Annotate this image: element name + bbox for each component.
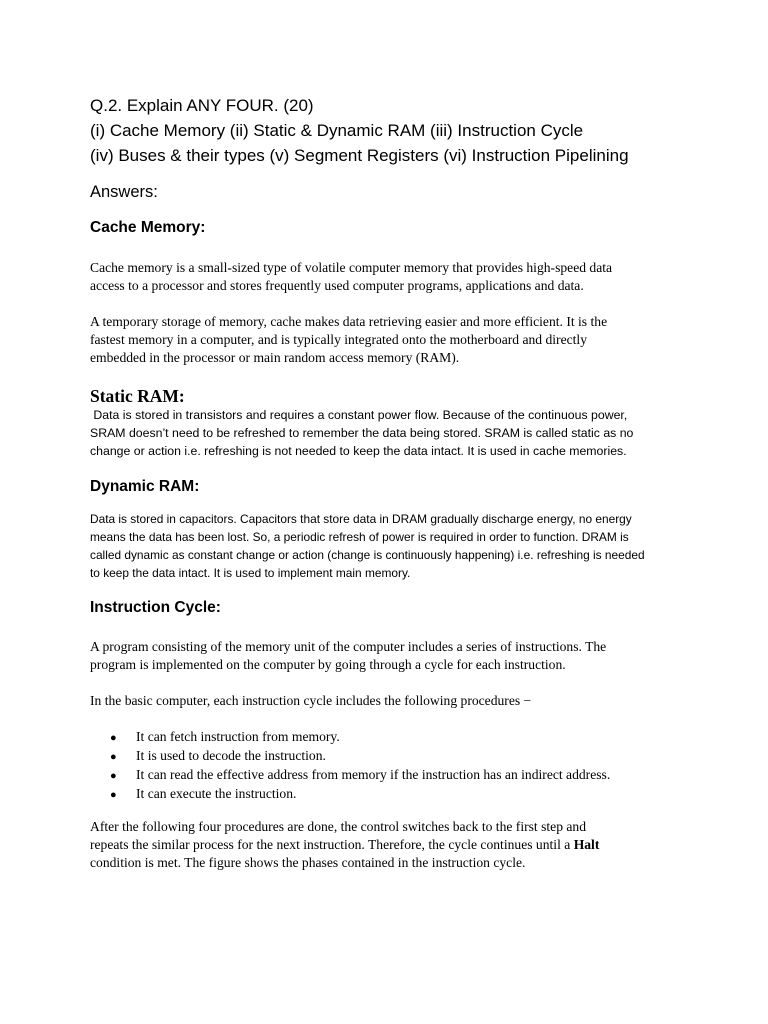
text-line: change or action i.e. refreshing is not needed to keep the data intact. It is used in cache memories. xyxy=(90,444,627,458)
list-item-text: It can execute the instruction. xyxy=(136,786,297,801)
text-line: condition is met. The figure shows the phases contained in the instruction cycle. xyxy=(90,855,526,870)
list-item xyxy=(110,728,610,747)
answers-label: Answers: xyxy=(90,183,158,201)
cache-memory-heading: Cache Memory: xyxy=(90,219,206,236)
text-line: A program consisting of the memory unit of the computer includes a series of instructions. The xyxy=(90,639,607,654)
instruction-cycle-paragraph-1 xyxy=(90,638,680,674)
halt-keyword: Halt xyxy=(573,837,600,852)
instruction-cycle-paragraph-3 xyxy=(90,818,680,872)
text-line: SRAM doesn’t need to be refreshed to remember the data being stored. SRAM is called static as no xyxy=(90,426,634,440)
text-line: program is implemented on the computer by going through a cycle for each instruction. xyxy=(90,657,566,672)
dynamic-ram-paragraph xyxy=(90,510,685,582)
text-line: fastest memory in a computer, and is typically integrated onto the motherboard and directly xyxy=(90,332,587,347)
text-line: embedded in the processor or main random access memory (RAM). xyxy=(90,350,460,365)
procedure-list xyxy=(110,728,610,804)
list-item xyxy=(110,785,610,804)
instruction-cycle-heading: Instruction Cycle: xyxy=(90,599,221,616)
text-line: access to a processor and stores frequently used computer programs, applications and data. xyxy=(90,278,584,293)
text-segment: repeats the similar process for the next instruction. Therefore, the cycle continues until a xyxy=(90,837,574,852)
text-line: After the following four procedures are done, the control switches back to the first step and xyxy=(90,819,587,834)
instruction-cycle-paragraph-2 xyxy=(90,692,680,710)
list-item-text: It is used to decode the instruction. xyxy=(136,748,326,763)
bullet-icon: ● xyxy=(110,732,117,744)
bullet-icon: ● xyxy=(110,751,117,763)
text-line: In the basic computer, each instruction cycle includes the following procedures − xyxy=(90,693,532,708)
text-line: means the data has been lost. So, a periodic refresh of power is required in order to function. DRAM is xyxy=(90,530,629,544)
question-items-line-1: (i) Cache Memory (ii) Static & Dynamic RAM (iii) Instruction Cycle xyxy=(90,121,584,140)
text-line: to keep the data intact. It is used to implement main memory. xyxy=(90,566,411,580)
text-line: Cache memory is a small-sized type of volatile computer memory that provides high-speed data xyxy=(90,260,613,275)
list-item xyxy=(110,747,610,766)
dynamic-ram-heading: Dynamic RAM: xyxy=(90,478,200,495)
cache-memory-paragraph-1 xyxy=(90,259,680,295)
text-line: Data is stored in transistors and requires a constant power flow. Because of the continuous power, xyxy=(90,408,628,422)
question-title: Q.2. Explain ANY FOUR. (20) xyxy=(90,96,314,115)
list-item-text: It can read the effective address from memory if the instruction has an indirect address. xyxy=(136,767,611,782)
text-line xyxy=(90,836,680,854)
question-items-line-2: (iv) Buses & their types (v) Segment Registers (vi) Instruction Pipelining xyxy=(90,146,629,165)
cache-memory-paragraph-2 xyxy=(90,313,680,367)
static-ram-paragraph xyxy=(90,406,685,460)
bullet-icon: ● xyxy=(110,770,117,782)
text-line: A temporary storage of memory, cache makes data retrieving easier and more efficient. It is the xyxy=(90,314,608,329)
bullet-icon: ● xyxy=(110,789,117,801)
text-line: Data is stored in capacitors. Capacitors that store data in DRAM gradually discharge energy, no energy xyxy=(90,512,632,526)
static-ram-heading: Static RAM: xyxy=(90,386,185,406)
list-item-text: It can fetch instruction from memory. xyxy=(136,729,340,744)
list-item xyxy=(110,766,610,785)
text-line: called dynamic as constant change or action (change is continuously happening) i.e. refreshing is needed xyxy=(90,548,645,562)
